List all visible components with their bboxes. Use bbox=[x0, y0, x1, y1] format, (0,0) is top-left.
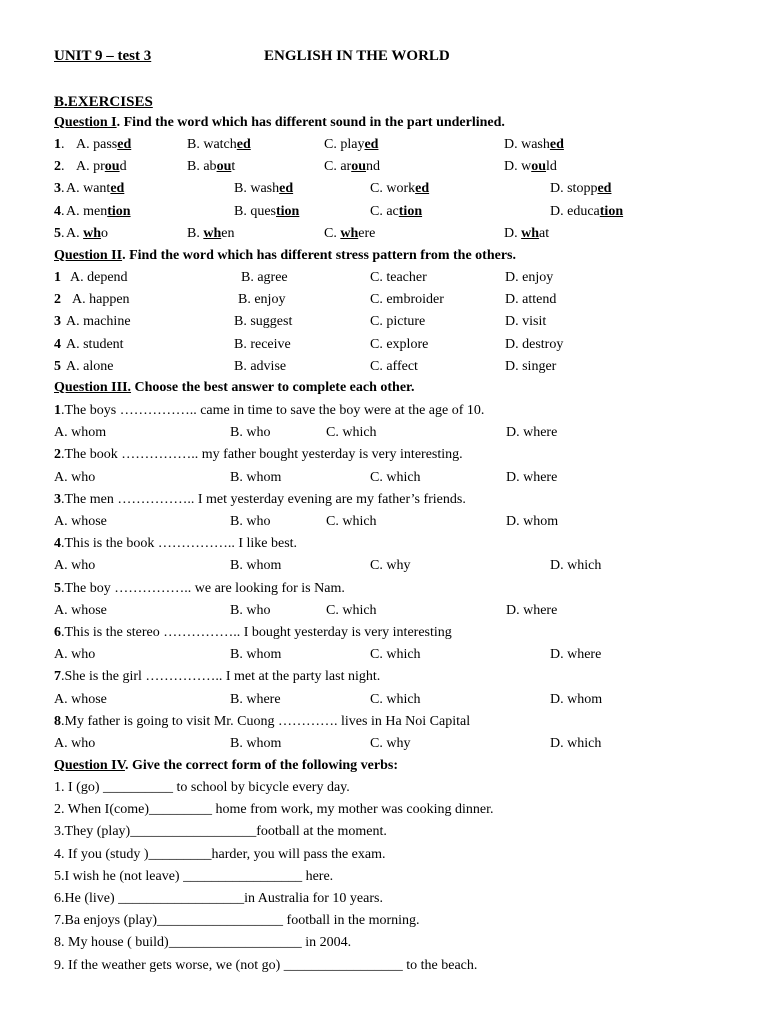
verb-exercise-text: 3.They (play)__________________football at the moment. bbox=[54, 824, 387, 840]
answer-option bbox=[550, 202, 623, 222]
answer-option bbox=[324, 224, 375, 244]
answer-option bbox=[66, 202, 131, 222]
answer-option: B. whom bbox=[230, 558, 282, 574]
question-text: .My father is going to visit Mr. Cuong …………. lives in Ha Noi Capital bbox=[61, 713, 471, 729]
q4-item bbox=[54, 956, 477, 976]
q1-instruction: . Find the word which has different sound in the part underlined. bbox=[116, 115, 505, 130]
verb-exercise-text: 8. My house ( build)___________________ in 2004. bbox=[54, 935, 352, 951]
verb-exercise-text: 7.Ba enjoys (play)__________________ football in the morning. bbox=[54, 913, 420, 929]
verb-exercise-text: 5.I wish he (not leave) _________________ here. bbox=[54, 868, 334, 884]
answer-option: A. whose bbox=[54, 514, 107, 529]
answer-option bbox=[324, 157, 380, 177]
q4-item bbox=[54, 911, 420, 931]
verb-exercise-text: 1. I (go) __________ to school by bicycle every day. bbox=[54, 780, 350, 795]
item-sep: . bbox=[61, 137, 65, 152]
item-number: 5 bbox=[54, 225, 61, 241]
answer-option: A. student bbox=[66, 336, 124, 352]
verb-exercise-text: 2. When I(come)_________ home from work, my mother was cooking dinner. bbox=[54, 802, 494, 818]
answer-option: A. whom bbox=[54, 425, 107, 441]
answer-option bbox=[187, 157, 235, 177]
option-prefix: C. bbox=[324, 225, 341, 241]
option-prefix: C. play bbox=[324, 137, 365, 152]
q1-heading bbox=[54, 113, 505, 133]
item-number: 1 bbox=[54, 137, 61, 152]
question-text: .The book …………….. my father bought yesterday is very interesting. bbox=[61, 447, 463, 463]
q4-instruction: . Give the correct form of the following verbs: bbox=[124, 758, 398, 773]
answer-option: B. suggest bbox=[234, 314, 293, 330]
option-underlined-part: ou bbox=[351, 159, 367, 175]
answer-option: C. affect bbox=[370, 358, 418, 374]
q4-item bbox=[54, 778, 350, 798]
answer-option: C. which bbox=[326, 602, 377, 618]
q1-row bbox=[54, 135, 564, 155]
answer-option: D. whom bbox=[506, 514, 559, 529]
q3-question bbox=[54, 712, 470, 732]
question-text: .This is the book …………….. I like best. bbox=[61, 536, 298, 552]
item-number: 2 bbox=[54, 292, 61, 308]
q1-row bbox=[54, 179, 612, 199]
answer-option: A. depend bbox=[70, 270, 128, 285]
q4-item bbox=[54, 867, 333, 887]
item-number: 1 bbox=[54, 270, 61, 285]
item-number: 1 bbox=[54, 403, 61, 418]
answer-option: C. explore bbox=[370, 336, 429, 352]
answer-option: D. where bbox=[550, 647, 602, 663]
answer-option: A. happen bbox=[72, 292, 130, 308]
q4-item bbox=[54, 845, 386, 865]
option-prefix: A. men bbox=[66, 203, 108, 219]
answer-option bbox=[550, 179, 611, 199]
q3-question bbox=[54, 401, 484, 421]
item-number: 2 bbox=[54, 447, 61, 463]
q2-heading bbox=[54, 246, 516, 266]
option-underlined-part: ed bbox=[597, 181, 612, 197]
page-title: ENGLISH IN THE WORLD bbox=[264, 48, 450, 64]
answer-option bbox=[187, 224, 234, 244]
unit-label: UNIT 9 – test 3 bbox=[54, 48, 152, 64]
option-prefix: C. ac bbox=[370, 203, 399, 219]
q4-item bbox=[54, 800, 493, 820]
q2-label: Question II bbox=[54, 248, 123, 263]
q4-label: Question IV bbox=[54, 758, 125, 773]
option-underlined-part: ed bbox=[110, 181, 125, 197]
option-prefix: C. ar bbox=[324, 159, 352, 175]
option-prefix: D. bbox=[504, 225, 522, 241]
answer-option: A. whose bbox=[54, 602, 107, 618]
option-suffix: o bbox=[101, 225, 109, 241]
q2-row bbox=[54, 335, 564, 355]
item-number: 5 bbox=[54, 358, 61, 374]
answer-option: C. why bbox=[370, 736, 411, 751]
q3-label: Question III. bbox=[54, 380, 132, 395]
item-sep: . bbox=[61, 203, 65, 219]
q3-question bbox=[54, 490, 466, 510]
answer-option: B. who bbox=[230, 425, 271, 441]
q2-row bbox=[54, 268, 554, 288]
answer-option: D. enjoy bbox=[505, 270, 554, 285]
answer-option bbox=[504, 224, 549, 244]
answer-option: B. enjoy bbox=[238, 292, 286, 308]
answer-option: A. alone bbox=[66, 358, 114, 374]
answer-option: D. where bbox=[506, 602, 558, 618]
answer-option: A. whose bbox=[54, 691, 107, 707]
verb-exercise-text: 9. If the weather gets worse, we (not go) _________________ to the beach. bbox=[54, 957, 478, 973]
option-prefix: B. bbox=[187, 225, 204, 241]
option-suffix: nd bbox=[366, 159, 381, 175]
item-number: 4 bbox=[54, 203, 61, 219]
answer-option: C. which bbox=[370, 469, 421, 485]
verb-exercise-text: 4. If you (study )_________harder, you will pass the exam. bbox=[54, 846, 386, 862]
option-suffix: t bbox=[231, 159, 236, 175]
answer-option: B. agree bbox=[241, 270, 288, 285]
answer-option: B. whom bbox=[230, 647, 282, 663]
q4-item bbox=[54, 822, 387, 842]
q4-item bbox=[54, 889, 383, 909]
item-sep: . bbox=[61, 225, 65, 241]
option-prefix: B. ques bbox=[234, 203, 276, 219]
answer-option: A. who bbox=[54, 736, 96, 751]
answer-option bbox=[234, 179, 293, 199]
option-suffix: at bbox=[539, 225, 550, 241]
item-number: 3 bbox=[54, 314, 61, 330]
item-number: 2 bbox=[54, 159, 61, 175]
answer-option: C. which bbox=[326, 425, 377, 441]
option-prefix: B. watch bbox=[187, 137, 237, 152]
answer-option: B. advise bbox=[234, 358, 287, 374]
item-number: 3 bbox=[54, 491, 61, 507]
answer-option bbox=[66, 224, 108, 244]
option-suffix: d bbox=[119, 159, 127, 175]
q4-item bbox=[54, 933, 351, 953]
option-prefix: D. w bbox=[504, 159, 532, 175]
option-underlined-part: ou bbox=[216, 159, 232, 175]
q1-label: Question I bbox=[54, 115, 117, 130]
item-sep: . bbox=[61, 181, 65, 197]
answer-option: B. who bbox=[230, 514, 271, 529]
option-underlined-part: wh bbox=[340, 225, 359, 241]
answer-option: D. which bbox=[550, 558, 602, 574]
q2-row bbox=[54, 357, 557, 377]
option-underlined-part: wh bbox=[83, 225, 102, 241]
q2-instruction: . Find the word which has different stress pattern from the others. bbox=[122, 248, 516, 263]
option-underlined-part: tion bbox=[398, 203, 423, 219]
answer-option: D. which bbox=[550, 736, 602, 751]
answer-option bbox=[234, 202, 299, 222]
answer-option: D. where bbox=[506, 469, 558, 485]
item-number: 5 bbox=[54, 580, 61, 596]
option-suffix: en bbox=[221, 225, 235, 241]
option-underlined-part: ed bbox=[415, 181, 430, 197]
item-number: 3 bbox=[54, 181, 61, 197]
answer-option: C. embroider bbox=[370, 292, 444, 308]
option-prefix: A. bbox=[66, 225, 84, 241]
q4-heading bbox=[54, 756, 398, 776]
answer-option: D. attend bbox=[505, 292, 557, 308]
option-prefix: A. pr bbox=[76, 159, 105, 175]
answer-option: A. who bbox=[54, 469, 96, 485]
answer-option: A. who bbox=[54, 647, 96, 663]
q3-question bbox=[54, 623, 452, 643]
q2-row bbox=[54, 290, 557, 310]
answer-option: C. why bbox=[370, 558, 411, 574]
question-text: .The men …………….. I met yesterday evening are my father’s friends. bbox=[61, 491, 466, 507]
option-underlined-part: ed bbox=[117, 137, 132, 152]
answer-option bbox=[76, 157, 127, 177]
option-suffix: ere bbox=[358, 225, 376, 241]
answer-option: B. who bbox=[230, 602, 271, 618]
q1-row bbox=[54, 224, 550, 244]
option-prefix: D. stopp bbox=[550, 181, 598, 197]
q3-question bbox=[54, 579, 345, 599]
answer-option: B. whom bbox=[230, 469, 282, 485]
option-underlined-part: ed bbox=[364, 137, 379, 152]
option-underlined-part: ou bbox=[104, 159, 120, 175]
answer-option: C. which bbox=[370, 691, 421, 707]
option-underlined-part: tion bbox=[276, 203, 300, 219]
answer-option: A. machine bbox=[66, 314, 131, 330]
answer-option: D. visit bbox=[505, 314, 547, 330]
option-prefix: C. work bbox=[370, 181, 416, 197]
answer-option bbox=[370, 179, 429, 199]
question-text: .She is the girl …………….. I met at the party last night. bbox=[61, 669, 381, 685]
option-underlined-part: ed bbox=[236, 137, 251, 152]
item-number: 4 bbox=[54, 536, 61, 552]
answer-option: C. picture bbox=[370, 314, 426, 330]
option-underlined-part: tion bbox=[599, 203, 624, 219]
q3-question bbox=[54, 445, 463, 465]
question-text: .The boy …………….. we are looking for is Nam. bbox=[61, 580, 345, 596]
q1-row bbox=[54, 157, 557, 177]
answer-option: B. whom bbox=[230, 736, 282, 751]
question-text: .This is the stereo …………….. I bought yesterday is very interesting bbox=[61, 625, 452, 640]
option-prefix: B. ab bbox=[187, 159, 217, 175]
q3-heading bbox=[54, 378, 415, 398]
answer-option: D. where bbox=[506, 425, 558, 441]
option-prefix: D. wash bbox=[504, 137, 550, 152]
item-number: 7 bbox=[54, 669, 61, 685]
item-sep: . bbox=[61, 159, 65, 175]
answer-option bbox=[504, 135, 564, 155]
answer-option: B. where bbox=[230, 691, 281, 707]
q3-question bbox=[54, 534, 297, 554]
answer-option: D. whom bbox=[550, 691, 603, 707]
option-prefix: B. wash bbox=[234, 181, 280, 197]
option-prefix: A. pass bbox=[76, 137, 118, 152]
answer-option bbox=[324, 135, 378, 155]
answer-option bbox=[66, 179, 124, 199]
option-underlined-part: ed bbox=[549, 137, 564, 152]
page-header bbox=[54, 46, 450, 66]
q3-question bbox=[54, 667, 380, 687]
option-underlined-part: wh bbox=[521, 225, 540, 241]
answer-option bbox=[76, 135, 131, 155]
option-underlined-part: wh bbox=[203, 225, 222, 241]
option-underlined-part: tion bbox=[107, 203, 131, 219]
q2-row bbox=[54, 312, 547, 332]
option-prefix: A. want bbox=[66, 181, 111, 197]
answer-option: B. receive bbox=[234, 336, 291, 352]
option-prefix: D. educa bbox=[550, 203, 600, 219]
answer-option bbox=[370, 202, 422, 222]
answer-option bbox=[504, 157, 557, 177]
answer-option: A. who bbox=[54, 558, 96, 574]
answer-option: D. destroy bbox=[505, 336, 564, 352]
q1-row bbox=[54, 202, 624, 222]
answer-option: C. which bbox=[326, 514, 377, 529]
option-underlined-part: ou bbox=[531, 159, 547, 175]
option-underlined-part: ed bbox=[279, 181, 294, 197]
option-suffix: ld bbox=[546, 159, 557, 175]
answer-option: C. teacher bbox=[370, 270, 427, 285]
item-number: 4 bbox=[54, 336, 61, 352]
answer-option: D. singer bbox=[505, 358, 557, 374]
answer-option bbox=[187, 135, 251, 155]
item-number: 8 bbox=[54, 713, 61, 729]
question-text: .The boys …………….. came in time to save the boy were at the age of 10. bbox=[61, 403, 485, 418]
answer-option: C. which bbox=[370, 647, 421, 663]
section-title: B.EXERCISES bbox=[54, 94, 153, 110]
q3-instruction: Choose the best answer to complete each other. bbox=[131, 380, 415, 395]
verb-exercise-text: 6.He (live) __________________in Australia for 10 years. bbox=[54, 891, 383, 906]
item-number: 6 bbox=[54, 625, 61, 640]
